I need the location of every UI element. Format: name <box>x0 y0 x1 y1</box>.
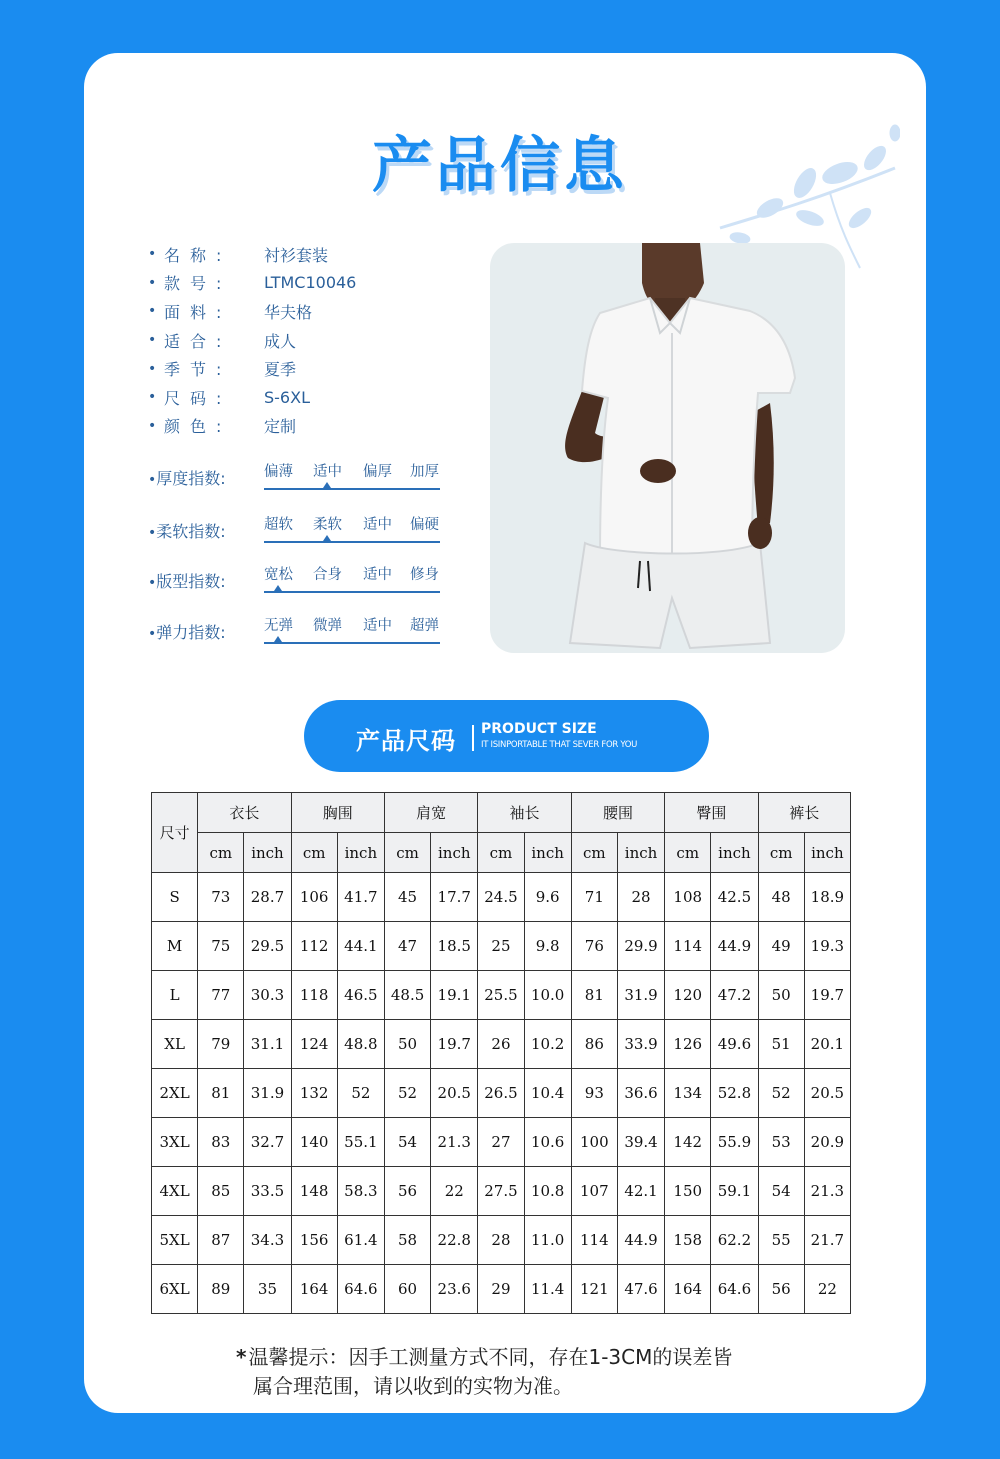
table-cell: 10.6 <box>524 1118 571 1167</box>
table-cell: 87 <box>198 1216 244 1265</box>
table-row <box>152 1118 851 1167</box>
table-cell: 51 <box>758 1020 804 1069</box>
table-cell: 48 <box>758 873 804 922</box>
table-cell: 58.3 <box>337 1167 384 1216</box>
table-cell: 56 <box>384 1167 430 1216</box>
table-cell: 20.5 <box>804 1069 850 1118</box>
table-header-row <box>152 793 851 833</box>
index-label: 弹力指数: <box>156 623 226 642</box>
table-cell: 24.5 <box>478 873 524 922</box>
table-cell: 118 <box>291 971 337 1020</box>
size-label-cell: 6XL <box>152 1265 198 1314</box>
table-cell: 93 <box>571 1069 617 1118</box>
size-label-cell: 2XL <box>152 1069 198 1118</box>
info-value: 华夫格 <box>264 302 313 322</box>
table-cell: 11.0 <box>524 1216 571 1265</box>
table-cell: 86 <box>571 1020 617 1069</box>
index-option: 偏薄 <box>264 464 293 480</box>
index-marker-icon <box>274 585 282 591</box>
unit-header-row <box>152 833 851 873</box>
table-cell: 33.5 <box>244 1167 291 1216</box>
table-cell: 108 <box>665 873 711 922</box>
table-cell: 42.5 <box>711 873 758 922</box>
table-cell: 28 <box>478 1216 524 1265</box>
table-cell: 10.4 <box>524 1069 571 1118</box>
table-cell: 27.5 <box>478 1167 524 1216</box>
info-row-season <box>148 354 356 383</box>
index-label: 版型指数: <box>156 572 226 591</box>
table-cell: 49 <box>758 922 804 971</box>
table-cell: 22 <box>804 1265 850 1314</box>
table-cell: 85 <box>198 1167 244 1216</box>
table-cell: 10.2 <box>524 1020 571 1069</box>
group-header: 衣长 <box>198 793 291 833</box>
group-header: 腰围 <box>571 793 664 833</box>
info-row-style-no <box>148 269 356 298</box>
unit-cm-header: cm <box>291 833 337 873</box>
table-cell: 11.4 <box>524 1265 571 1314</box>
table-cell: 25 <box>478 922 524 971</box>
size-label-cell: 4XL <box>152 1167 198 1216</box>
page-title: 产品信息 <box>372 131 628 201</box>
table-row <box>152 971 851 1020</box>
table-cell: 52 <box>384 1069 430 1118</box>
group-header: 袖长 <box>478 793 571 833</box>
table-cell: 61.4 <box>337 1216 384 1265</box>
unit-inch-header: inch <box>244 833 291 873</box>
unit-inch-header: inch <box>524 833 571 873</box>
table-cell: 31.1 <box>244 1020 291 1069</box>
table-cell: 81 <box>198 1069 244 1118</box>
table-cell: 53 <box>758 1118 804 1167</box>
table-cell: 71 <box>571 873 617 922</box>
bullet-icon: • <box>148 525 157 541</box>
index-option: 适中 <box>363 618 392 634</box>
index-marker-icon <box>323 482 331 488</box>
info-row-name <box>148 240 356 269</box>
index-marker-icon <box>274 636 282 642</box>
table-cell: 54 <box>758 1167 804 1216</box>
table-cell: 31.9 <box>244 1069 291 1118</box>
index-label: 厚度指数: <box>156 469 226 488</box>
table-cell: 26.5 <box>478 1069 524 1118</box>
table-cell: 9.8 <box>524 922 571 971</box>
info-label: 季节: <box>164 360 232 380</box>
table-cell: 31.9 <box>617 971 664 1020</box>
size-label-cell: M <box>152 922 198 971</box>
table-cell: 19.7 <box>431 1020 478 1069</box>
info-row-size <box>148 383 356 412</box>
table-cell: 140 <box>291 1118 337 1167</box>
table-cell: 134 <box>665 1069 711 1118</box>
unit-inch-header: inch <box>337 833 384 873</box>
unit-cm-header: cm <box>478 833 524 873</box>
index-options <box>264 460 440 490</box>
info-value: 衬衫套装 <box>264 245 329 265</box>
model-illustration-icon <box>490 243 845 653</box>
bullet-icon: • <box>148 575 157 591</box>
table-cell: 20.1 <box>804 1020 850 1069</box>
table-cell: 44.9 <box>711 922 758 971</box>
unit-inch-header: inch <box>804 833 850 873</box>
table-cell: 47 <box>384 922 430 971</box>
note-star: * <box>236 1345 247 1369</box>
table-cell: 52 <box>337 1069 384 1118</box>
table-cell: 21.3 <box>431 1118 478 1167</box>
index-option: 宽松 <box>264 567 293 583</box>
table-cell: 100 <box>571 1118 617 1167</box>
table-cell: 73 <box>198 873 244 922</box>
table-cell: 20.9 <box>804 1118 850 1167</box>
unit-inch-header: inch <box>617 833 664 873</box>
size-section-title-en: PRODUCT SIZE <box>481 721 597 737</box>
divider <box>472 725 474 751</box>
info-row-color <box>148 412 356 441</box>
table-cell: 56 <box>758 1265 804 1314</box>
table-cell: 17.7 <box>431 873 478 922</box>
bullet-icon: • <box>148 303 157 320</box>
info-value: 成人 <box>264 331 297 351</box>
table-cell: 22.8 <box>431 1216 478 1265</box>
index-scale-line <box>264 541 440 543</box>
table-cell: 10.0 <box>524 971 571 1020</box>
size-table <box>151 792 851 1314</box>
table-cell: 114 <box>571 1216 617 1265</box>
note-line-2: 属合理范围，请以收到的实物为准。 <box>253 1374 573 1398</box>
product-photo <box>490 243 845 653</box>
bullet-icon: • <box>148 626 157 642</box>
index-option: 合身 <box>313 567 342 583</box>
table-row <box>152 1069 851 1118</box>
info-label: 适合: <box>164 331 232 351</box>
index-label: 柔软指数: <box>156 522 226 541</box>
table-cell: 48.5 <box>384 971 430 1020</box>
index-scale-line <box>264 488 440 490</box>
info-label: 颜色: <box>164 417 232 437</box>
table-cell: 30.3 <box>244 971 291 1020</box>
table-cell: 79 <box>198 1020 244 1069</box>
size-section-subtitle: IT ISINPORTABLE THAT SEVER FOR YOU <box>481 740 638 750</box>
table-cell: 25.5 <box>478 971 524 1020</box>
table-cell: 26 <box>478 1020 524 1069</box>
unit-inch-header: inch <box>431 833 478 873</box>
index-options <box>264 614 440 644</box>
table-cell: 42.1 <box>617 1167 664 1216</box>
size-label-cell: L <box>152 971 198 1020</box>
index-option: 微弹 <box>313 618 342 634</box>
table-row <box>152 1216 851 1265</box>
index-option: 适中 <box>313 464 342 480</box>
table-row <box>152 1265 851 1314</box>
table-cell: 39.4 <box>617 1118 664 1167</box>
index-option: 超软 <box>264 517 293 533</box>
size-label-cell: XL <box>152 1020 198 1069</box>
table-cell: 132 <box>291 1069 337 1118</box>
group-header: 胸围 <box>291 793 384 833</box>
table-cell: 142 <box>665 1118 711 1167</box>
table-cell: 121 <box>571 1265 617 1314</box>
table-cell: 114 <box>665 922 711 971</box>
table-row <box>152 922 851 971</box>
table-cell: 64.6 <box>711 1265 758 1314</box>
table-row <box>152 873 851 922</box>
info-row-fabric <box>148 297 356 326</box>
table-row <box>152 1020 851 1069</box>
table-cell: 18.9 <box>804 873 850 922</box>
index-option: 偏硬 <box>410 517 439 533</box>
unit-cm-header: cm <box>571 833 617 873</box>
table-cell: 52 <box>758 1069 804 1118</box>
table-cell: 10.8 <box>524 1167 571 1216</box>
table-cell: 22 <box>431 1167 478 1216</box>
table-cell: 36.6 <box>617 1069 664 1118</box>
index-option: 适中 <box>363 567 392 583</box>
index-option: 柔软 <box>313 517 342 533</box>
index-option: 修身 <box>410 567 439 583</box>
table-cell: 89 <box>198 1265 244 1314</box>
index-option: 无弹 <box>264 618 293 634</box>
size-label-cell: S <box>152 873 198 922</box>
note-line-1: 温馨提示：因手工测量方式不同，存在1-3CM的误差皆 <box>248 1345 733 1369</box>
table-cell: 21.7 <box>804 1216 850 1265</box>
unit-cm-header: cm <box>384 833 430 873</box>
size-table-body <box>152 873 851 1314</box>
info-value: S-6XL <box>264 387 310 407</box>
table-cell: 41.7 <box>337 873 384 922</box>
group-header: 臀围 <box>665 793 758 833</box>
bullet-icon: • <box>148 472 157 488</box>
product-info-list <box>148 240 356 440</box>
bullet-icon: • <box>148 389 157 406</box>
group-header: 裤长 <box>758 793 850 833</box>
table-cell: 64.6 <box>337 1265 384 1314</box>
info-value: LTMC10046 <box>264 273 357 293</box>
size-label-cell: 5XL <box>152 1216 198 1265</box>
size-section-banner <box>304 700 709 772</box>
info-label: 尺码: <box>164 388 232 408</box>
table-cell: 124 <box>291 1020 337 1069</box>
table-cell: 34.3 <box>244 1216 291 1265</box>
table-cell: 106 <box>291 873 337 922</box>
table-cell: 19.3 <box>804 922 850 971</box>
table-cell: 112 <box>291 922 337 971</box>
table-cell: 9.6 <box>524 873 571 922</box>
table-cell: 49.6 <box>711 1020 758 1069</box>
size-label-cell: 3XL <box>152 1118 198 1167</box>
table-cell: 19.1 <box>431 971 478 1020</box>
table-cell: 50 <box>758 971 804 1020</box>
table-cell: 158 <box>665 1216 711 1265</box>
table-cell: 21.3 <box>804 1167 850 1216</box>
unit-cm-header: cm <box>758 833 804 873</box>
table-cell: 120 <box>665 971 711 1020</box>
table-cell: 126 <box>665 1020 711 1069</box>
unit-inch-header: inch <box>711 833 758 873</box>
table-cell: 44.9 <box>617 1216 664 1265</box>
table-cell: 32.7 <box>244 1118 291 1167</box>
table-cell: 29.9 <box>617 922 664 971</box>
table-cell: 156 <box>291 1216 337 1265</box>
bullet-icon: • <box>148 274 157 291</box>
table-cell: 77 <box>198 971 244 1020</box>
table-cell: 19.7 <box>804 971 850 1020</box>
table-cell: 52.8 <box>711 1069 758 1118</box>
group-header: 肩宽 <box>384 793 477 833</box>
info-label: 款号: <box>164 274 232 294</box>
index-option: 偏厚 <box>363 464 392 480</box>
table-cell: 76 <box>571 922 617 971</box>
table-cell: 83 <box>198 1118 244 1167</box>
table-cell: 62.2 <box>711 1216 758 1265</box>
table-cell: 55.1 <box>337 1118 384 1167</box>
table-cell: 29.5 <box>244 922 291 971</box>
info-label: 面料: <box>164 302 232 322</box>
bullet-icon: • <box>148 246 157 263</box>
index-option: 加厚 <box>410 464 439 480</box>
table-cell: 44.1 <box>337 922 384 971</box>
index-option: 适中 <box>363 517 392 533</box>
table-cell: 46.5 <box>337 971 384 1020</box>
index-option: 超弹 <box>410 618 439 634</box>
info-value: 夏季 <box>264 360 297 380</box>
table-cell: 107 <box>571 1167 617 1216</box>
table-cell: 55 <box>758 1216 804 1265</box>
table-cell: 47.6 <box>617 1265 664 1314</box>
info-value: 定制 <box>264 417 297 437</box>
table-cell: 18.5 <box>431 922 478 971</box>
table-cell: 60 <box>384 1265 430 1314</box>
table-cell: 35 <box>244 1265 291 1314</box>
index-scale-line <box>264 591 440 593</box>
table-cell: 150 <box>665 1167 711 1216</box>
table-cell: 75 <box>198 922 244 971</box>
info-row-fit-for <box>148 326 356 355</box>
bullet-icon: • <box>148 417 157 434</box>
size-column-header: 尺寸 <box>152 793 198 873</box>
table-cell: 23.6 <box>431 1265 478 1314</box>
table-cell: 20.5 <box>431 1069 478 1118</box>
warm-tip <box>236 1343 732 1401</box>
table-cell: 50 <box>384 1020 430 1069</box>
table-cell: 164 <box>665 1265 711 1314</box>
table-cell: 33.9 <box>617 1020 664 1069</box>
table-cell: 48.8 <box>337 1020 384 1069</box>
bullet-icon: • <box>148 332 157 349</box>
table-cell: 164 <box>291 1265 337 1314</box>
table-cell: 27 <box>478 1118 524 1167</box>
table-cell: 47.2 <box>711 971 758 1020</box>
table-cell: 54 <box>384 1118 430 1167</box>
table-cell: 28 <box>617 873 664 922</box>
info-label: 名称: <box>164 245 232 265</box>
table-cell: 148 <box>291 1167 337 1216</box>
size-section-title: 产品尺码 <box>356 727 456 755</box>
bullet-icon: • <box>148 360 157 377</box>
unit-cm-header: cm <box>198 833 244 873</box>
table-cell: 58 <box>384 1216 430 1265</box>
index-scale-line <box>264 642 440 644</box>
table-cell: 45 <box>384 873 430 922</box>
table-cell: 28.7 <box>244 873 291 922</box>
unit-cm-header: cm <box>665 833 711 873</box>
table-cell: 29 <box>478 1265 524 1314</box>
index-options <box>264 563 440 593</box>
index-options <box>264 513 440 543</box>
table-cell: 59.1 <box>711 1167 758 1216</box>
table-cell: 55.9 <box>711 1118 758 1167</box>
table-row <box>152 1167 851 1216</box>
index-marker-icon <box>323 535 331 541</box>
table-cell: 81 <box>571 971 617 1020</box>
